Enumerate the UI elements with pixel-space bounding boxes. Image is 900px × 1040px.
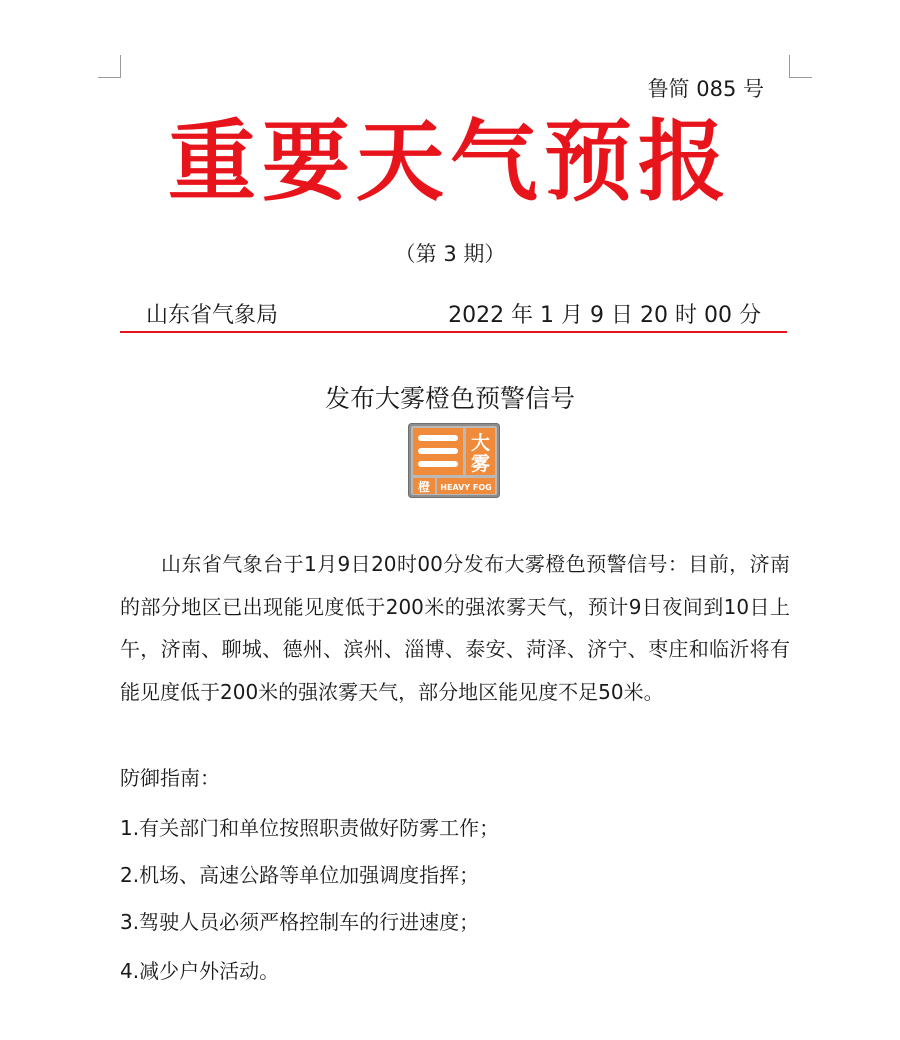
issue-number: （第 3 期）	[394, 242, 506, 266]
badge-char-bottom: 雾	[470, 453, 491, 475]
guide-item: 1.有关部门和单位按照职责做好防雾工作；	[120, 816, 500, 840]
fog-line-icon	[418, 461, 458, 467]
heavy-fog-orange-warning-icon	[408, 423, 500, 498]
crop-mark-top-left	[98, 55, 121, 78]
masthead-title: 重要天气预报	[167, 110, 732, 213]
guide-item: 4.减少户外活动。	[120, 959, 280, 983]
issue-datetime: 2022 年 1 月 9 日 20 时 00 分	[448, 303, 761, 328]
guide-item: 3.驾驶人员必须严格控制车的行进速度；	[120, 910, 480, 934]
notice-body: 山东省气象台于1月9日20时00分发布大雾橙色预警信号：目前，济南的部分地区已出现能见度低于200米的强浓雾天气，预计9日夜间到10日上午，济南、聊城、德州、滨州、淄博、泰安、菏泽、济宁、枣庄和临沂将有能见度低于200米的强浓雾天气，部分地区能见度不足50米。	[120, 552, 790, 704]
badge-caption: HEAVY FOG	[440, 483, 492, 492]
badge-mark: 橙	[417, 480, 431, 494]
crop-mark-top-right	[789, 55, 812, 78]
fog-line-icon	[418, 435, 458, 441]
fog-line-icon	[418, 448, 458, 454]
guide-title: 防御指南：	[120, 766, 220, 790]
issuing-agency: 山东省气象局	[146, 303, 279, 328]
notice-title: 发布大雾橙色预警信号	[324, 384, 575, 413]
document-number: 鲁简 085 号	[647, 77, 764, 101]
guide-item: 2.机场、高速公路等单位加强调度指挥；	[120, 863, 480, 887]
warning-badge-graphic	[408, 423, 500, 498]
header-divider	[120, 331, 787, 333]
badge-char-top: 大	[470, 432, 491, 454]
